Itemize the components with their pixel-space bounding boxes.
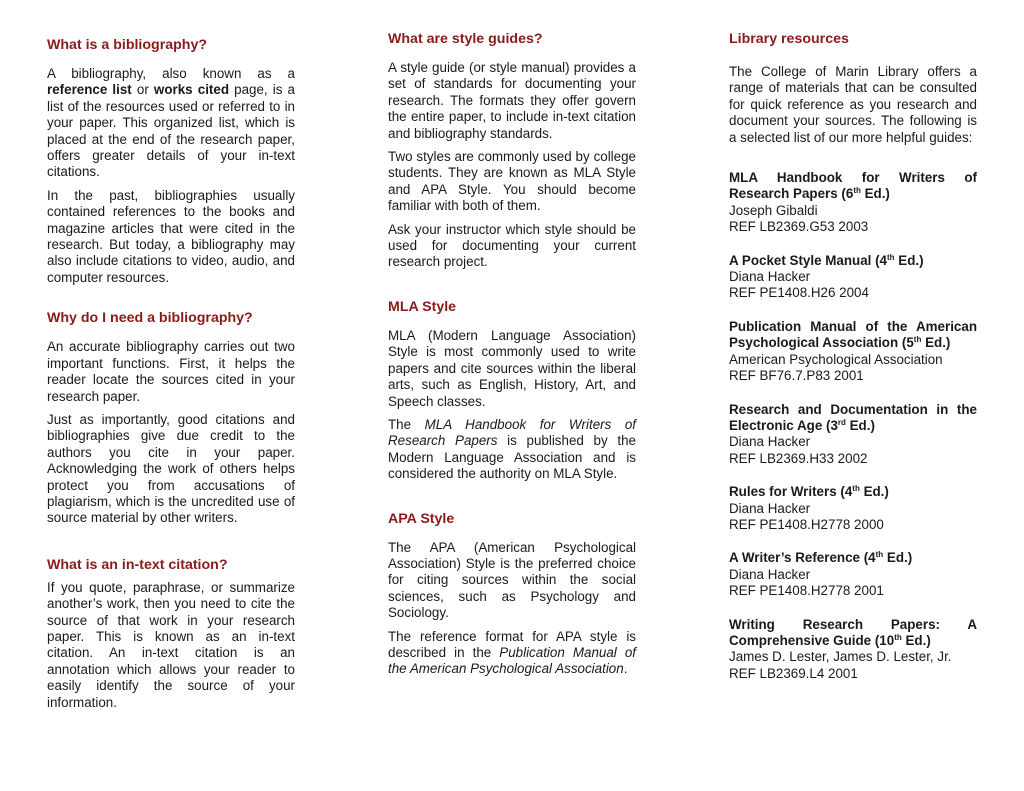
reference-call-number: REF LB2369.L4 2001	[729, 665, 858, 681]
term-reference-list: reference list	[47, 82, 132, 98]
heading-why-need-bibliography: Why do I need a bibliography?	[47, 310, 253, 327]
reference-author: Diana Hacker	[729, 434, 811, 450]
reference-call-number: REF LB2369.G53 2003	[729, 219, 869, 235]
reference-item	[729, 617, 977, 683]
book-title-apa-manual: Publication Manual of the American Psychological Association	[388, 644, 636, 677]
reference-title: Writing Research Papers: A Comprehensive Guide (10th Ed.)	[729, 616, 977, 648]
heading-style-guides: What are style guides?	[388, 31, 543, 47]
heading-apa-style: APA Style	[388, 510, 455, 527]
paragraph: If you quote, paraphrase, or summarize another’s work, then you need to cite the source of that work in your research paper. This is known as an in-text citation. An in-text citation is an annotation which allows your reader to easily identify the source of your information.	[47, 579, 295, 710]
reference-author: Diana Hacker	[729, 500, 811, 516]
reference-call-number: REF LB2369.H33 2002	[729, 450, 868, 466]
reference-item	[729, 170, 977, 236]
book-title-mla-handbook: MLA Handbook for Writers of Research Papers	[388, 416, 637, 449]
reference-call-number: REF PE1408.H26 2004	[729, 285, 869, 301]
paragraph: A bibliography, also known as a reference list or works cited page, is a list of the resources used or referred to in your paper. This organized list, which is placed at the end of the research paper, offers greater details of your in-text citations.	[47, 66, 295, 180]
paragraph: The College of Marin Library offers a range of materials that can be consulted for quick reference as you research and document your sources. The following is a selected list of our more helpful guides:	[729, 64, 977, 145]
reference-author: Joseph Gibaldi	[729, 202, 818, 218]
reference-author: Diana Hacker	[729, 566, 811, 582]
paragraph: Just as importantly, good citations and bibliographies give due credit to the authors you cite in your paper. Acknowledging the work of others helps protect you from accusations of plagiarism, which is the uncredited use of source material by other writers.	[47, 411, 295, 526]
column-left	[47, 36, 295, 718]
term-works-cited: works cited	[153, 82, 229, 98]
reference-call-number: REF BF76.7.P83 2001	[729, 368, 864, 384]
reference-author: Diana Hacker	[729, 269, 811, 285]
heading-library-resources: Library resources	[729, 31, 849, 47]
heading-mla-style: MLA Style	[388, 298, 457, 315]
paragraph: An accurate bibliography carries out two important functions. First, it helps the reader locate the sources cited in your research paper.	[47, 339, 295, 404]
reference-title: Rules for Writers (4th Ed.)	[729, 484, 889, 500]
reference-author: American Psychological Association	[729, 351, 943, 367]
paragraph: A style guide (or style manual) provides a set of standards for documenting your research. The formats they offer govern the entire paper, to include in-text citation and bibliography standards.	[388, 60, 636, 141]
paragraph: The reference format for APA style is described in the Publication Manual of the American Psychological Association.	[388, 628, 636, 677]
reference-title: A Writer’s Reference (4th Ed.)	[729, 550, 913, 566]
reference-item	[729, 253, 977, 302]
paragraph: The MLA Handbook for Writers of Research Papers is published by the Modern Language Association and is considered the authority on MLA Style.	[388, 416, 637, 482]
paragraph: Ask your instructor which style should be used for documenting your current research project.	[388, 221, 636, 270]
reference-call-number: REF PE1408.H2778 2000	[729, 516, 884, 532]
heading-what-is-bibliography: What is a bibliography?	[47, 37, 208, 53]
column-middle	[388, 30, 636, 685]
paragraph: MLA (Modern Language Association) Style is most commonly used to write papers and cite sources within the liberal arts, such as English, History, Art, and Speech classes.	[388, 327, 636, 409]
reference-title: A Pocket Style Manual (4th Ed.)	[729, 252, 924, 268]
column-right	[729, 30, 977, 682]
reference-call-number: REF PE1408.H2778 2001	[729, 583, 884, 599]
heading-in-text-citation: What is an in-text citation?	[47, 556, 228, 573]
reference-item	[729, 550, 977, 599]
reference-author: James D. Lester, James D. Lester, Jr.	[729, 649, 952, 665]
paragraph: In the past, bibliographies usually contained references to the books and magazine articles that were cited in the research. But today, a bibliography may also include citations to video, audio, and computer resources.	[47, 187, 295, 285]
reference-title: Publication Manual of the American Psychological Association (5th Ed.)	[729, 318, 977, 351]
reference-item	[729, 484, 977, 533]
paragraph: Two styles are commonly used by college students. They are known as MLA Style and APA Style. You should become familiar with both of them.	[388, 149, 636, 214]
reference-item	[729, 402, 977, 468]
paragraph: The APA (American Psychological Association) Style is the preferred choice for citing sources within the social sciences, such as Psychology and Sociology.	[388, 539, 636, 621]
reference-item	[729, 319, 977, 385]
reference-title: Research and Documentation in the Electronic Age (3rd Ed.)	[729, 401, 977, 433]
reference-title: MLA Handbook for Writers of Research Papers (6th Ed.)	[729, 170, 977, 202]
